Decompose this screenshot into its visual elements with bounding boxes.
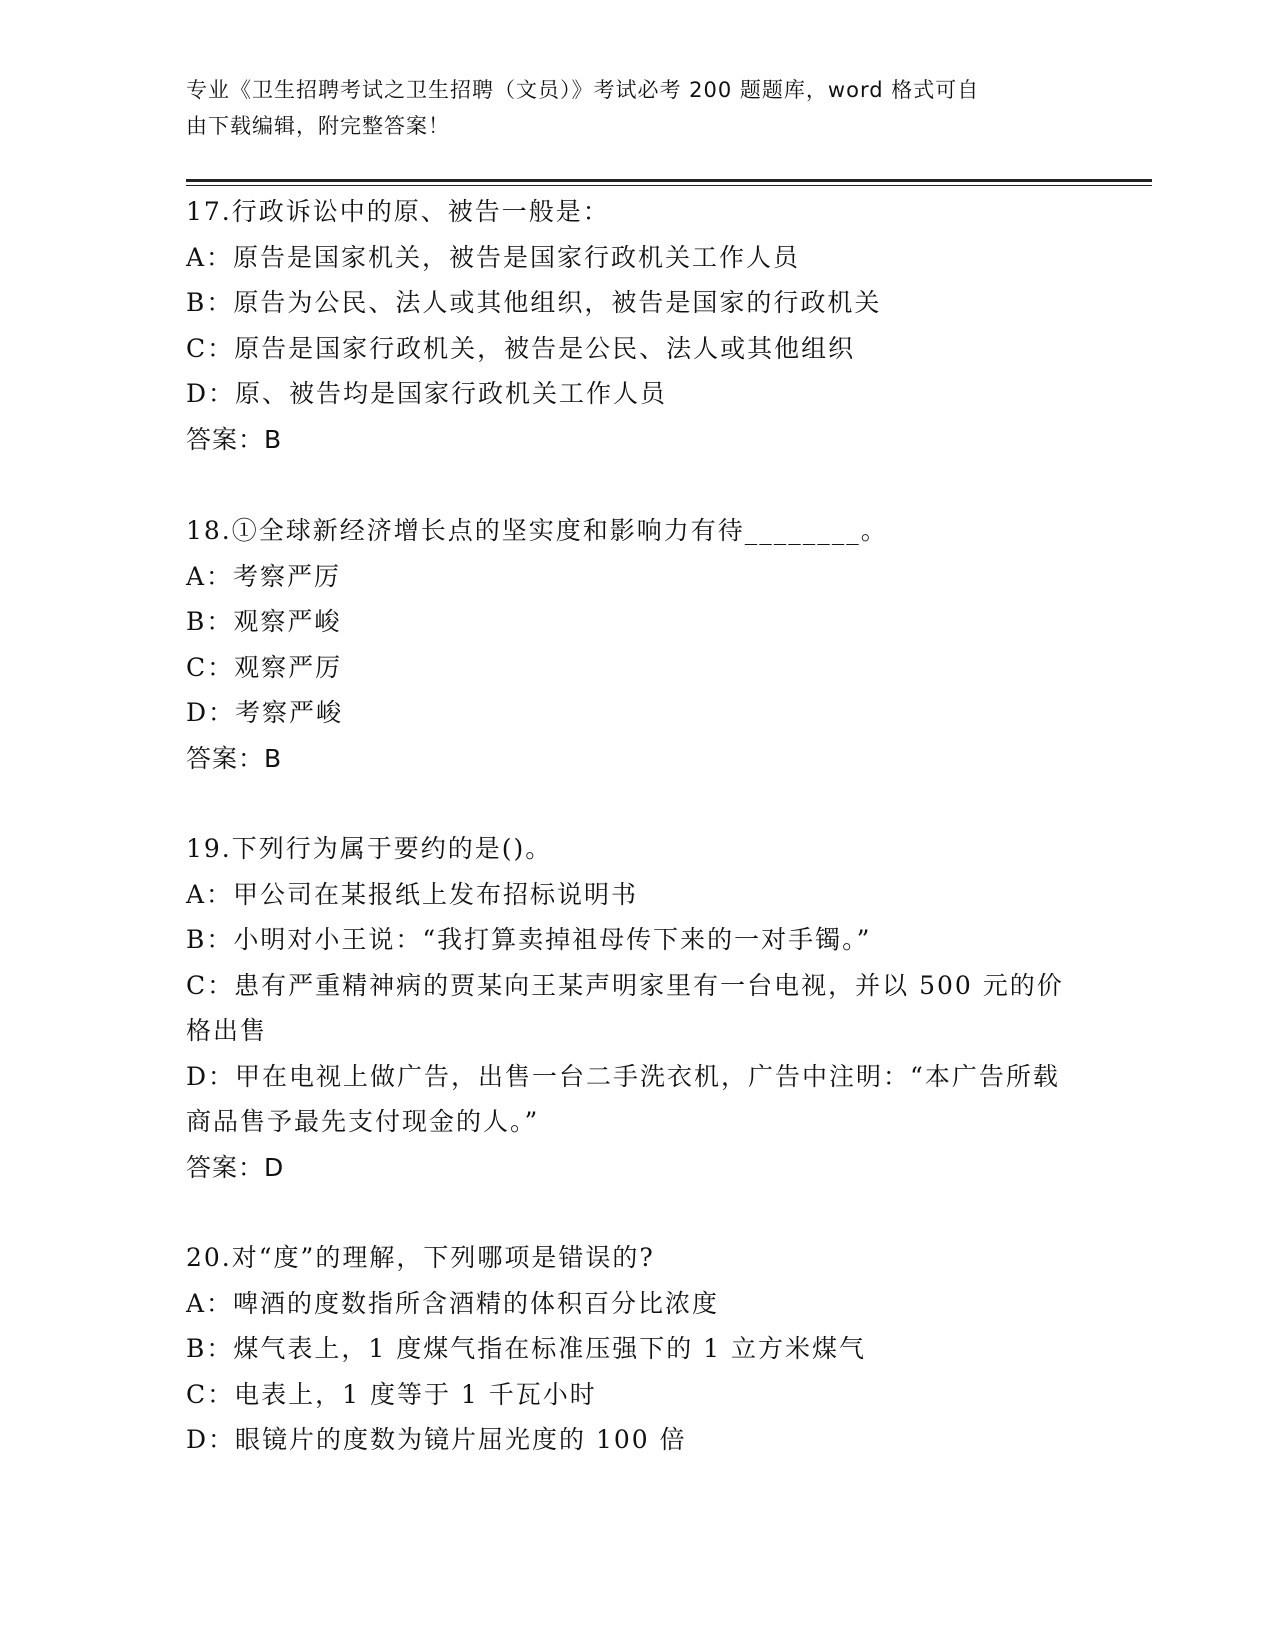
option-d: D：原、被告均是国家行政机关工作人员	[186, 379, 668, 408]
option-b: B：观察严峻	[186, 607, 342, 636]
question-stem: 17.行政诉讼中的原、被告一般是：	[186, 197, 610, 226]
option-d: D：考察严峻	[186, 698, 344, 727]
option-d: D：甲在电视上做广告，出售一台二手洗衣机，广告中注明：“本广告所载商品售予最先支付现金的人。”	[186, 1061, 1060, 1136]
header-line-2: 由下载编辑，附完整答案！	[186, 114, 450, 138]
question-stem: 19.下列行为属于要约的是()。	[186, 834, 553, 863]
answer-label: 答案：B	[186, 424, 283, 454]
option-a: A：啤酒的度数指所含酒精的体积百分比浓度	[186, 1288, 720, 1318]
option-c: C：患有严重精神病的贾某向王某声明家里有一台电视，并以 500 元的价格出售	[186, 970, 1064, 1045]
option-c: C：观察严厉	[186, 652, 343, 682]
answer-label: 答案：B	[186, 743, 283, 773]
option-b: B：原告为公民、法人或其他组织，被告是国家的行政机关	[186, 288, 882, 317]
header-line-1: 专业《卫生招聘考试之卫生招聘（文员）》考试必考 200 题题库，word 格式可自	[186, 78, 980, 102]
header-divider-thick	[186, 179, 1152, 182]
option-a: A：考察严厉	[186, 561, 342, 591]
option-a: A：原告是国家机关，被告是国家行政机关工作人员	[186, 242, 801, 272]
option-b: B：煤气表上，1 度煤气指在标准压强下的 1 立方米煤气	[186, 1334, 867, 1363]
question-stem: 20.对“度”的理解，下列哪项是错误的?	[186, 1243, 655, 1272]
answer-label: 答案：D	[186, 1152, 285, 1182]
document-header	[186, 72, 1066, 144]
option-d: D：眼镜片的度数为镜片屈光度的 100 倍	[186, 1425, 687, 1454]
question-20	[186, 1235, 1086, 1463]
option-a: A：甲公司在某报纸上发布招标说明书	[186, 879, 639, 909]
question-17	[186, 189, 1086, 462]
question-stem: 18.①全球新经济增长点的坚实度和影响力有待________。	[186, 516, 888, 545]
option-c: C：原告是国家行政机关，被告是公民、法人或其他组织	[186, 333, 856, 363]
header-divider-thin	[186, 185, 1152, 186]
question-18	[186, 508, 1086, 781]
question-19	[186, 826, 1086, 1190]
option-b: B：小明对小王说：“我打算卖掉祖母传下来的一对手镯。”	[186, 925, 872, 954]
option-c: C：电表上，1 度等于 1 千瓦小时	[186, 1379, 597, 1409]
